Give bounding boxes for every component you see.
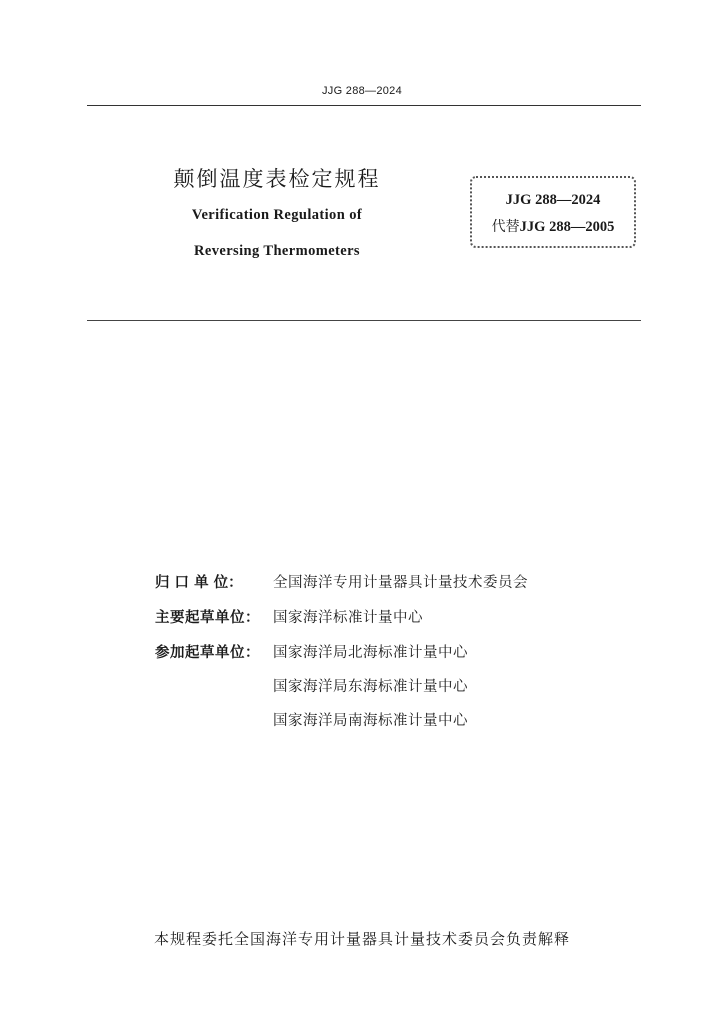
running-header-code: JJG 288—2024 [321,85,403,97]
responsible-unit-label: 归 口 单 位： [155,575,243,591]
participating-drafter-value-1: 国家海洋局北海标准计量中心 [273,645,468,661]
participating-drafter-label: 参加起草单位： [155,645,260,661]
title-chinese: 颠倒温度表检定规程 [173,167,381,191]
section-rule [87,320,641,321]
standard-code-box [470,176,636,248]
responsible-unit-value: 全国海洋专用计量器具计量技术委员会 [273,575,528,591]
main-drafter-row [155,607,423,629]
participating-drafter-value-3: 国家海洋局南海标准计量中心 [273,713,468,729]
participating-drafter-row [155,676,468,698]
participating-drafter-row [155,642,468,664]
replaced-code: JJG 288—2005 [519,219,615,235]
participating-drafter-row [155,710,468,732]
participating-drafter-value-2: 国家海洋局东海标准计量中心 [273,679,468,695]
title-english-line-2: Reversing Thermometers [194,243,360,259]
interpretation-note: 本规程委托全国海洋专用计量器具计量技术委员会负责解释 [153,930,570,948]
header-rule [87,105,641,106]
standard-code: JJG 288—2024 [505,192,601,208]
title-english-line-1: Verification Regulation of [191,207,363,223]
main-drafter-label: 主要起草单位： [155,610,260,626]
responsible-unit-row [155,572,528,594]
replaces-line [472,216,634,236]
main-drafter-value: 国家海洋标准计量中心 [273,610,423,626]
replaces-prefix: 代替 [491,219,520,235]
